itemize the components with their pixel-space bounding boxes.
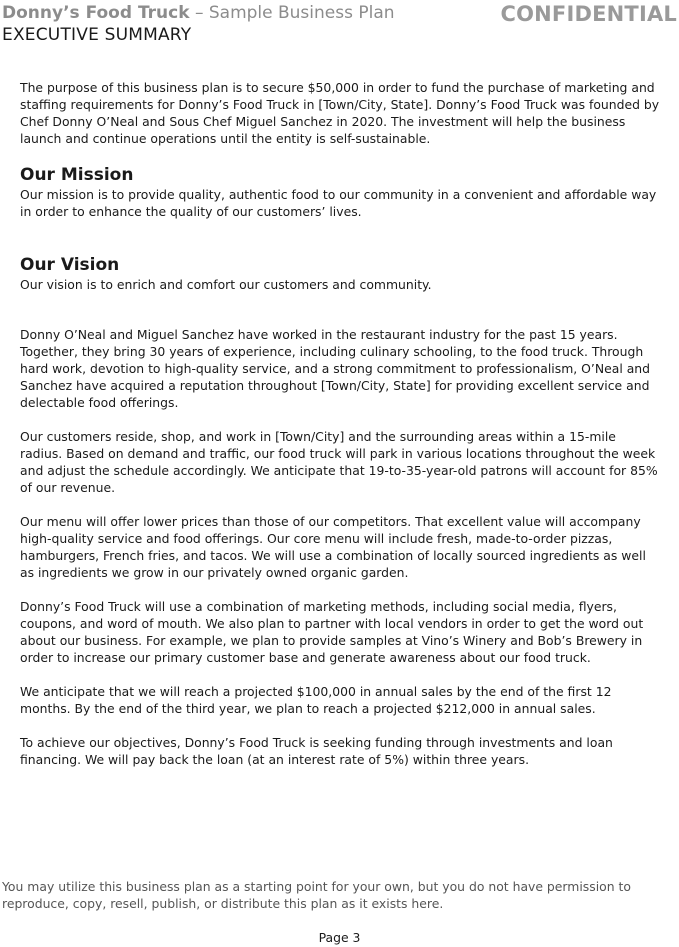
body-paragraph: Our customers reside, shop, and work in [Town/City] and the surrounding areas within a 15-mile radius. Based on demand and traffic, our food truck will park in various locations throughout the week and adjust the schedule accordingly. We anticipate that 19-to-35-year-old patrons will account for 85% of our revenue. [20, 429, 658, 495]
intro-paragraph: The purpose of this business plan is to secure $50,000 in order to fund the purchase of marketing and staffing requirements for Donny’s Food Truck in [Town/City, State]. Donny’s Food Truck was founded by Chef Donny O’Neal and Sous Chef Miguel Sanchez in 2020. The investment will help the business launch and continue operations until the entity is self-sustainable. [20, 80, 660, 146]
body-paragraph: Donny’s Food Truck will use a combination of marketing methods, including social media, flyers, coupons, and word of mouth. We also plan to partner with local vendors in order to get the word out about our business. For example, we plan to provide samples at Vino’s Winery and Bob’s Brewery in order to increase our primary customer base and generate awareness about our food truck. [20, 599, 644, 665]
brand-name: Donny’s Food Truck [2, 3, 190, 23]
body-paragraph: Donny O’Neal and Miguel Sanchez have worked in the restaurant industry for the past 15 years. Together, they bring 30 years of experience, including culinary schooling, to the food truck. Through hard work, devotion to high-quality service, and a strong commitment to professionalism, O’Neal and Sanchez have acquired a reputation throughout [Town/City, State] for providing excellent service and delectable food offerings. [20, 327, 651, 410]
document-header [2, 2, 677, 46]
document-subtitle: – Sample Business Plan [189, 3, 395, 23]
confidential-label: CONFIDENTIAL [500, 2, 677, 26]
footer-disclaimer: You may utilize this business plan as a starting point for your own, but you do not have permission to reproduce, copy, resell, publish, or distribute this plan as it exists here. [2, 879, 631, 911]
vision-text: Our vision is to enrich and comfort our customers and community. [20, 277, 432, 292]
body-paragraph: We anticipate that we will reach a projected $100,000 in annual sales by the end of the first 12 months. By the end of the third year, we plan to reach a projected $212,000 in annual sales. [20, 684, 612, 716]
page-number: Page 3 [318, 930, 361, 945]
section-title: EXECUTIVE SUMMARY [2, 25, 192, 45]
body-paragraph: To achieve our objectives, Donny’s Food Truck is seeking funding through investments and loan financing. We will pay back the loan (at an interest rate of 5%) within three years. [20, 735, 613, 767]
vision-heading: Our Vision [20, 255, 120, 275]
mission-text: Our mission is to provide quality, authentic food to our community in a convenient and affordable way in order to enhance the quality of our customers’ lives. [20, 187, 657, 219]
document-body [20, 79, 660, 768]
body-paragraph: Our menu will offer lower prices than those of our competitors. That excellent value will accompany high-quality service and food offerings. Our core menu will include fresh, made-to-order pizzas, hamburgers, French fries, and tacos. We will use a combination of locally sourced ingredients as well as ingredients we grow in our privately owned organic garden. [20, 514, 646, 580]
mission-heading: Our Mission [20, 165, 134, 185]
